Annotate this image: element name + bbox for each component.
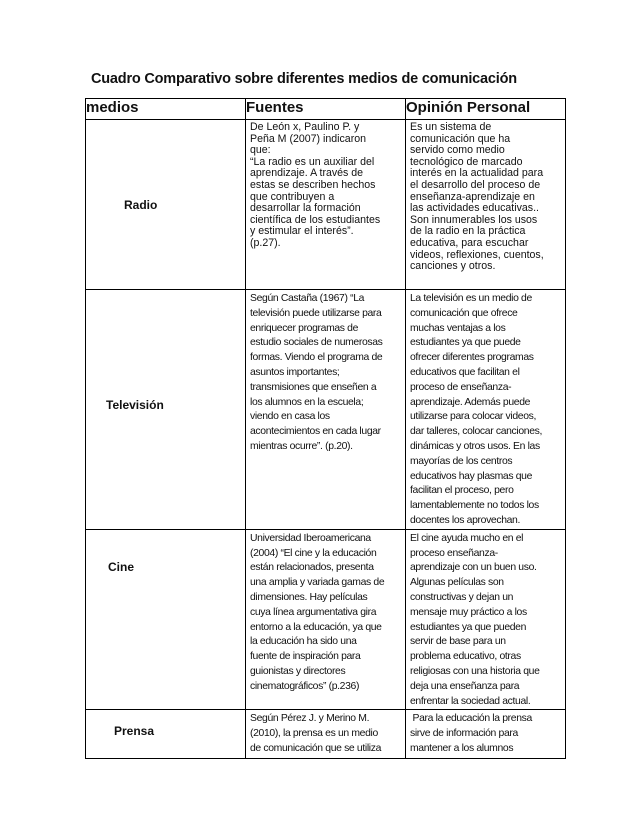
text-line: dimensiones. Hay películas: [250, 591, 368, 603]
text-line: están relacionados, presenta: [250, 562, 374, 574]
text-line: y estimular el interés”.: [250, 226, 354, 238]
text-line: proceso enseñanza-: [410, 547, 498, 559]
text-line: educativos que facilitan el: [410, 366, 520, 378]
text-line: Son innumerables los usos: [410, 214, 538, 226]
text-line: de la radio en la práctica: [410, 226, 526, 238]
text-line: mensaje muy práctico a los: [410, 606, 527, 618]
text-line: (p.27).: [250, 237, 281, 249]
medio-label-television: Televisión: [106, 398, 164, 412]
text-line: enriquecer programas de: [250, 322, 359, 334]
text-line: Peña M (2007) indicaron: [250, 133, 367, 145]
text-line: dar talleres, colocar canciones,: [410, 426, 543, 438]
text-line: sirve de información para: [410, 728, 518, 740]
text-line: tecnológico de marcado: [410, 156, 523, 168]
opinion-cell: [406, 710, 566, 759]
text-line: problema educativo, otras: [410, 651, 521, 663]
text-line: canciones y otros.: [410, 261, 496, 273]
medio-cell: [86, 120, 246, 290]
text-line: formas. Viendo el programa de: [250, 352, 383, 364]
fuentes-text-television: [246, 290, 405, 455]
text-line: comunicación que ofrece: [410, 307, 518, 319]
medio-label-radio: Radio: [124, 198, 158, 212]
page-title: Cuadro Comparativo sobre diferentes medios de comunicación: [91, 71, 517, 87]
text-line: aprendizaje. Además puede: [410, 396, 531, 408]
text-line: El cine ayuda mucho en el: [410, 532, 524, 544]
text-line: los alumnos en la escuela;: [250, 396, 364, 408]
text-line: enfrentar la sociedad actual.: [410, 695, 531, 707]
text-line: facilitan el proceso, pero: [410, 485, 514, 497]
text-line: una amplia y variada gamas de: [250, 577, 385, 589]
opinion-text-radio: [406, 120, 565, 273]
text-line: educativa, para escuchar: [410, 237, 529, 249]
text-line: estudiantes ya que puede: [410, 337, 521, 349]
text-line: La televisión es un medio de: [410, 293, 532, 304]
comparison-table: [85, 98, 566, 759]
text-line: proceso de enseñanza-: [410, 381, 512, 393]
opinion-text-prensa: [406, 710, 565, 756]
text-line: el desarrollo del proceso de: [410, 179, 541, 191]
text-line: la educación ha sido una: [250, 636, 357, 648]
opinion-text-cine: [406, 530, 565, 710]
text-line: que contribuyen a: [250, 191, 335, 203]
text-line: las actividades educativas..: [410, 203, 539, 215]
text-line: enseñanza-aprendizaje en: [410, 191, 535, 203]
text-line: mayorías de los centros: [410, 455, 513, 467]
text-line: (2010), la prensa es un medio: [250, 728, 378, 740]
text-line: Universidad Iberoamericana: [250, 532, 371, 544]
fuentes-text-prensa: [246, 710, 405, 756]
opinion-cell: [406, 290, 566, 530]
medio-cell: [86, 529, 246, 710]
text-line: cuya línea argumentativa gira: [250, 606, 377, 618]
fuentes-cell: [246, 710, 406, 759]
text-line: que:: [250, 145, 271, 157]
fuentes-cell: [246, 120, 406, 290]
text-line: asuntos importantes;: [250, 366, 340, 378]
table-row-radio: [86, 120, 566, 290]
text-line: Según Castaña (1967) “La: [250, 293, 365, 304]
medio-label-prensa: Prensa: [114, 724, 155, 739]
medio-cell: [86, 710, 246, 759]
text-line: entorno a la educación, ya que: [250, 621, 382, 633]
text-line: religiosas con una historia que: [410, 665, 540, 677]
text-line: constructivas y dejan un: [410, 591, 514, 603]
text-line: deja una enseñanza para: [410, 680, 520, 692]
text-line: mantener a los alumnos: [410, 742, 514, 754]
opinion-cell: [406, 120, 566, 290]
text-line: educativos hay plasmas que: [410, 470, 533, 482]
text-line: estas se describen hechos: [250, 179, 376, 191]
medio-cell: [86, 290, 246, 530]
text-line: lamentablemente no todos los: [410, 500, 539, 512]
opinion-text-television: [406, 290, 565, 529]
text-line: interés en la actualidad para: [410, 168, 544, 180]
text-line: de comunicación que se utiliza: [250, 742, 382, 754]
text-line: De León x, Paulino P. y: [250, 122, 360, 133]
text-line: cinematográficos” (p.236): [250, 680, 360, 692]
table-row-television: [86, 290, 566, 530]
text-line: fuente de inspiración para: [250, 651, 361, 663]
opinion-cell: [406, 529, 566, 710]
fuentes-text-cine: [246, 530, 405, 695]
header-fuentes: Fuentes: [246, 99, 406, 120]
table-row-cine: [86, 529, 566, 710]
text-line: aprendizaje con un buen uso.: [410, 562, 537, 574]
text-line: estudiantes ya que pueden: [410, 621, 527, 633]
text-line: ofrecer diferentes programas: [410, 352, 534, 364]
text-line: guionistas y directores: [250, 665, 346, 677]
text-line: desarrollar la formación: [250, 203, 361, 215]
text-line: Es un sistema de: [410, 122, 492, 133]
text-line: viendo en casa los: [250, 411, 330, 423]
text-line: Algunas películas son: [410, 577, 504, 589]
text-line: dinámicas y otros usos. En las: [410, 440, 540, 452]
table-header-row: [86, 99, 566, 120]
text-line: muchas ventajas a los: [410, 322, 506, 334]
text-line: aprendizaje. A través de: [250, 168, 364, 180]
text-line: científica de los estudiantes: [250, 214, 381, 226]
text-line: (2004) “El cine y la educación: [250, 547, 377, 559]
text-line: Para la educación la prensa: [410, 713, 532, 725]
header-medios: medios: [86, 99, 246, 120]
table-row-prensa: [86, 710, 566, 759]
text-line: servir de base para un: [410, 636, 506, 648]
fuentes-cell: [246, 529, 406, 710]
text-line: acontecimientos en cada lugar: [250, 426, 381, 438]
text-line: docentes los aprovechan.: [410, 514, 521, 526]
text-line: televisión puede utilizarse para: [250, 307, 382, 319]
text-line: utilizarse para colocar videos,: [410, 411, 537, 423]
text-line: estudio sociales de numerosas: [250, 337, 383, 349]
fuentes-text-radio: [246, 120, 405, 250]
text-line: videos, reflexiones, cuentos,: [410, 249, 544, 261]
fuentes-cell: [246, 290, 406, 530]
text-line: servido como medio: [410, 145, 505, 157]
medio-label-cine: Cine: [108, 559, 135, 574]
text-line: transmisiones que enseñen a: [250, 381, 377, 393]
text-line: mientras ocurre”. (p.20).: [250, 440, 353, 452]
header-opinion: Opinión Personal: [406, 99, 566, 120]
text-line: “La radio es un auxiliar del: [250, 156, 375, 168]
text-line: comunicación que ha: [410, 133, 511, 145]
text-line: Según Pérez J. y Merino M.: [250, 713, 370, 725]
